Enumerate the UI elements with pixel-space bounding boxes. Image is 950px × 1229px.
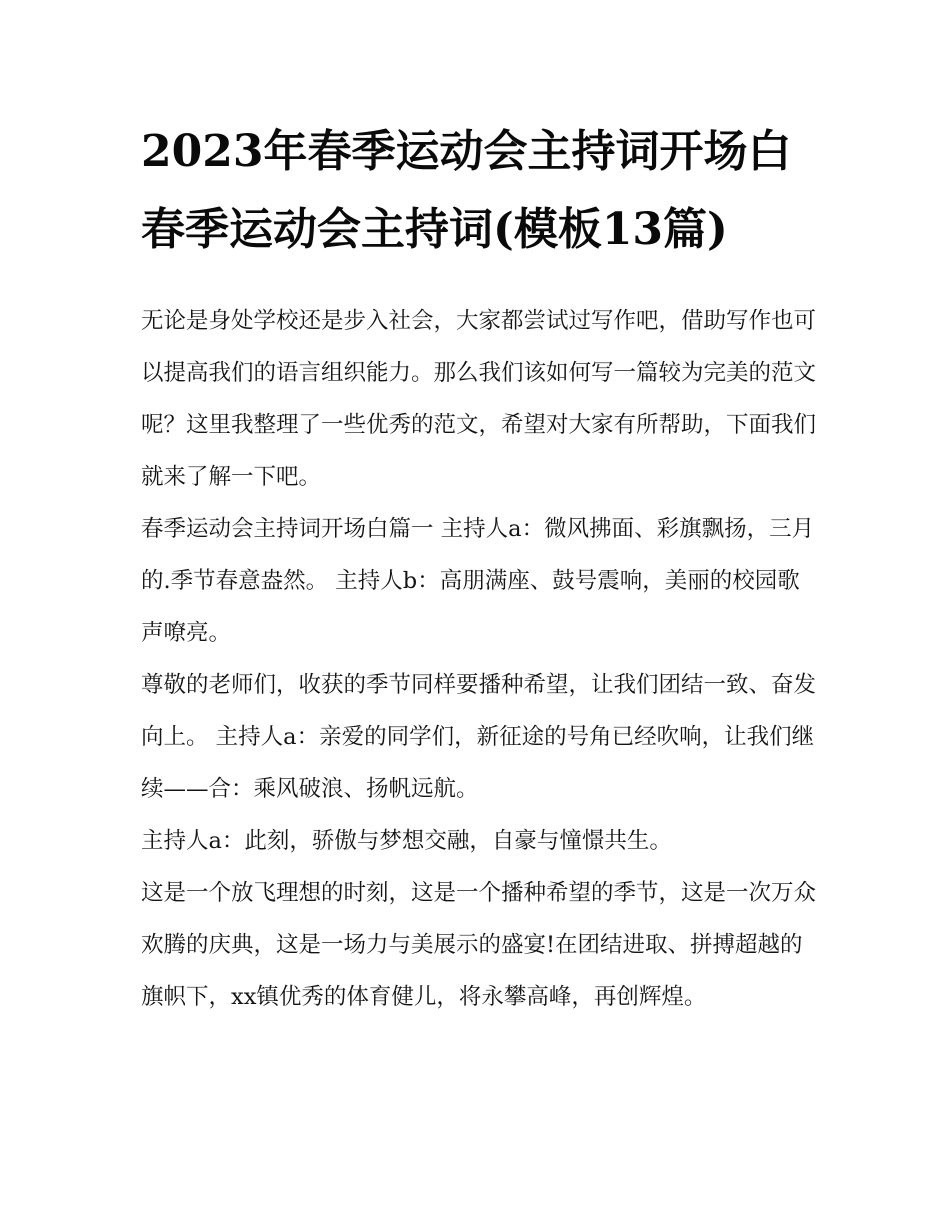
paragraph-moment: 这是一个放飞理想的时刻，这是一个播种希望的季节，这是一次万众欢腾的庆典，这是一场力与美展示的盛宴!在团结进取、拼搏超越的旗帜下，xx镇优秀的体育健儿，将永攀高峰，再创辉煌。	[141, 880, 817, 1010]
paragraph-intro: 无论是身处学校还是步入社会，大家都尝试过写作吧，借助写作也可以提高我们的语言组织能力。那么我们该如何写一篇较为完美的范文呢？这里我整理了一些优秀的范文，希望对大家有所帮助，下面我们就来了解一下吧。	[141, 308, 817, 490]
paragraph-teachers: 尊敬的老师们，收获的季节同样要播种希望，让我们团结一致、奋发向上。 主持人a：亲爱的同学们，新征途的号角已经吹响，让我们继续——合：乘风破浪、扬帆远航。	[141, 672, 817, 802]
document-page	[141, 113, 821, 1023]
paragraph-opening: 春季运动会主持词开场白篇一 主持人a：微风拂面、彩旗飘扬，三月的.季节春意盎然。 主持人b：高朋满座、鼓号震响，美丽的校园歌声嘹亮。	[141, 516, 815, 646]
document-title: 2023年春季运动会主持词开场白 春季运动会主持词(模板13篇)	[141, 126, 792, 255]
document-body	[141, 295, 821, 1023]
paragraph-host-a: 主持人a：此刻，骄傲与梦想交融，自豪与憧憬共生。	[141, 828, 672, 854]
